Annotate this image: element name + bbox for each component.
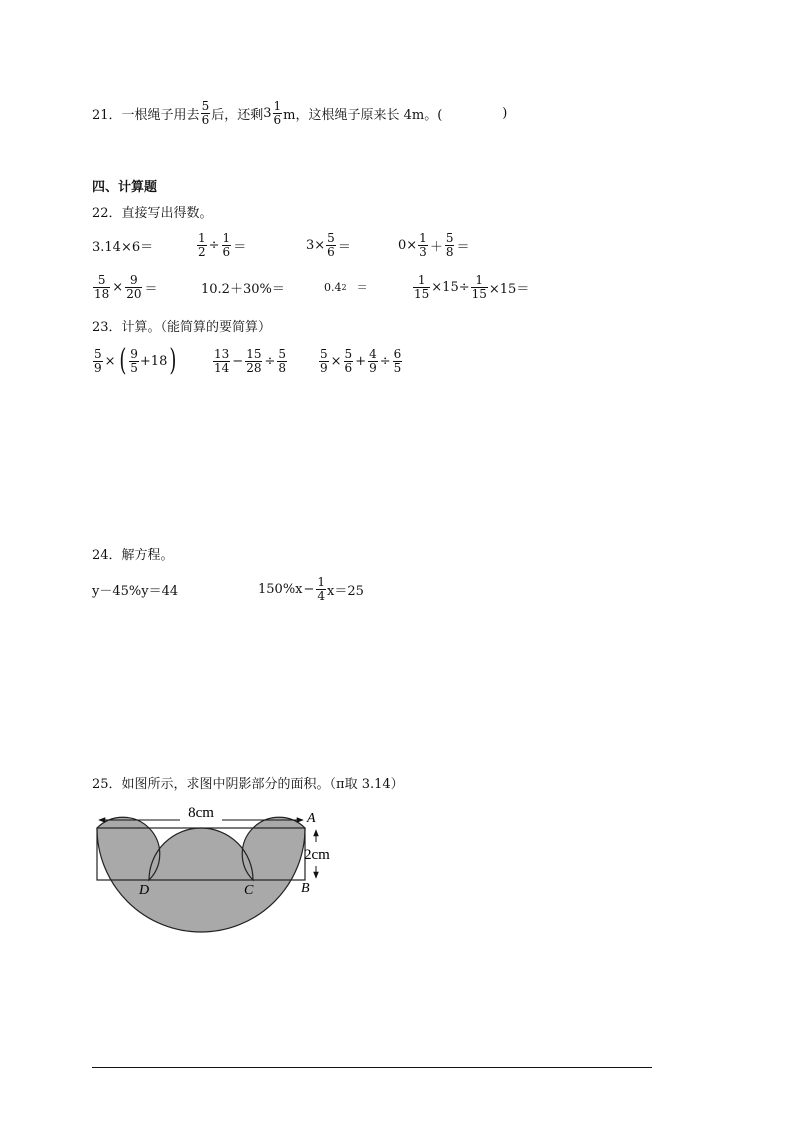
point-label-d: D	[139, 883, 150, 898]
footer-rule	[92, 1067, 652, 1068]
operator: +	[355, 353, 367, 369]
q22-item	[196, 230, 247, 260]
q23-expression	[92, 344, 179, 378]
equation-text: 150%x	[258, 581, 303, 597]
q21-whole: 3	[263, 105, 272, 121]
equals: ＝	[144, 281, 158, 297]
operator: −	[232, 353, 244, 369]
equation-text: y－45%y＝44	[92, 583, 179, 599]
exponent: 2	[341, 282, 347, 292]
expression-text: ×15÷	[431, 279, 470, 295]
left-paren: (	[118, 343, 126, 378]
fraction: $\frac{5}{9}$	[94, 346, 102, 375]
fraction: $\frac{1}{2}$	[198, 230, 206, 259]
question-21	[92, 98, 507, 128]
operator: ＋	[429, 239, 443, 255]
expression-text: 10.2＋30%＝	[201, 281, 285, 297]
fraction: $\frac{1}{3}$	[419, 230, 427, 259]
fraction: $\frac{1}{4}$	[317, 574, 326, 603]
equation-text: x＝25	[327, 583, 364, 599]
q22-item	[412, 272, 529, 302]
height-label: 2cm	[304, 847, 330, 863]
point-label-b: B	[301, 881, 310, 896]
q22-title: 22．直接写出得数。	[92, 206, 213, 221]
operator: ×	[104, 353, 116, 369]
operator: ×	[112, 279, 124, 295]
operator: ÷	[208, 237, 220, 253]
operator: ÷	[264, 353, 276, 369]
shaded-region	[97, 817, 305, 932]
fraction: $\frac{5}{6}$	[201, 98, 210, 127]
point-label-a: A	[307, 811, 316, 826]
fraction: $\frac{1}{15}$	[471, 272, 487, 301]
q23-title: 23．计算。（能简算的要简算）	[92, 320, 272, 335]
width-label: 8cm	[188, 805, 214, 821]
fraction: $\frac{5}{6}$	[344, 346, 353, 375]
q23-expression	[318, 344, 403, 378]
q21-number: 21．	[92, 107, 122, 123]
q24-equation	[92, 574, 178, 604]
expression-text: 3.14×6＝	[92, 239, 154, 255]
q24-equation	[258, 574, 364, 604]
fraction: $\frac{9}{5}$	[130, 346, 138, 375]
fraction: $\frac{5}{9}$	[320, 346, 328, 375]
q22-item	[398, 230, 470, 260]
section-heading: 四、计算题	[92, 180, 158, 195]
expression-text: 0.4	[324, 280, 342, 294]
q21-close: )	[502, 105, 508, 121]
equals: ＝	[337, 239, 351, 255]
q21-text-3: m，这根绳子原来长 4m。(	[283, 107, 443, 123]
expression-text: 0×	[398, 237, 418, 253]
fraction: $\frac{5}{8}$	[445, 230, 454, 259]
operator: ×	[330, 353, 342, 369]
equals: ＝	[356, 281, 368, 294]
fraction: $\frac{4}{9}$	[369, 346, 377, 375]
q22-item	[201, 272, 285, 302]
fraction: $\frac{9}{20}$	[126, 272, 142, 301]
q22-item	[92, 230, 153, 260]
operator: −	[303, 581, 315, 597]
q22-item	[92, 272, 158, 302]
expression-text: ×15＝	[488, 281, 530, 297]
operator: ÷	[379, 353, 391, 369]
shaded-area-figure	[86, 800, 346, 960]
fraction: $\frac{1}{6}$	[222, 230, 231, 259]
q22-item	[306, 230, 352, 260]
equals: ＝	[456, 239, 470, 255]
q21-text-2: 后，还剩	[211, 107, 264, 123]
fraction: $\frac{13}{14}$	[214, 346, 230, 375]
q21-text-1: 一根绳子用去	[121, 107, 200, 123]
equals: ＝	[233, 239, 247, 255]
expression-text: +18	[139, 353, 168, 369]
fraction: $\frac{5}{8}$	[278, 346, 287, 375]
q24-title: 24．解方程。	[92, 548, 174, 563]
right-paren: )	[169, 343, 177, 378]
q23-expression	[212, 344, 288, 378]
fraction: $\frac{5}{18}$	[94, 272, 110, 301]
q22-item	[324, 272, 368, 302]
q25-title: 25．如图所示，求图中阴影部分的面积。（π取 3.14）	[92, 777, 404, 792]
fraction: $\frac{15}{28}$	[246, 346, 262, 375]
expression-text: 3×	[306, 237, 326, 253]
fraction: $\frac{1}{15}$	[414, 272, 430, 301]
fraction: $\frac{6}{5}$	[393, 346, 402, 375]
fraction: $\frac{5}{6}$	[327, 230, 335, 259]
point-label-c: C	[244, 883, 254, 898]
fraction: $\frac{1}{6}$	[273, 98, 282, 127]
